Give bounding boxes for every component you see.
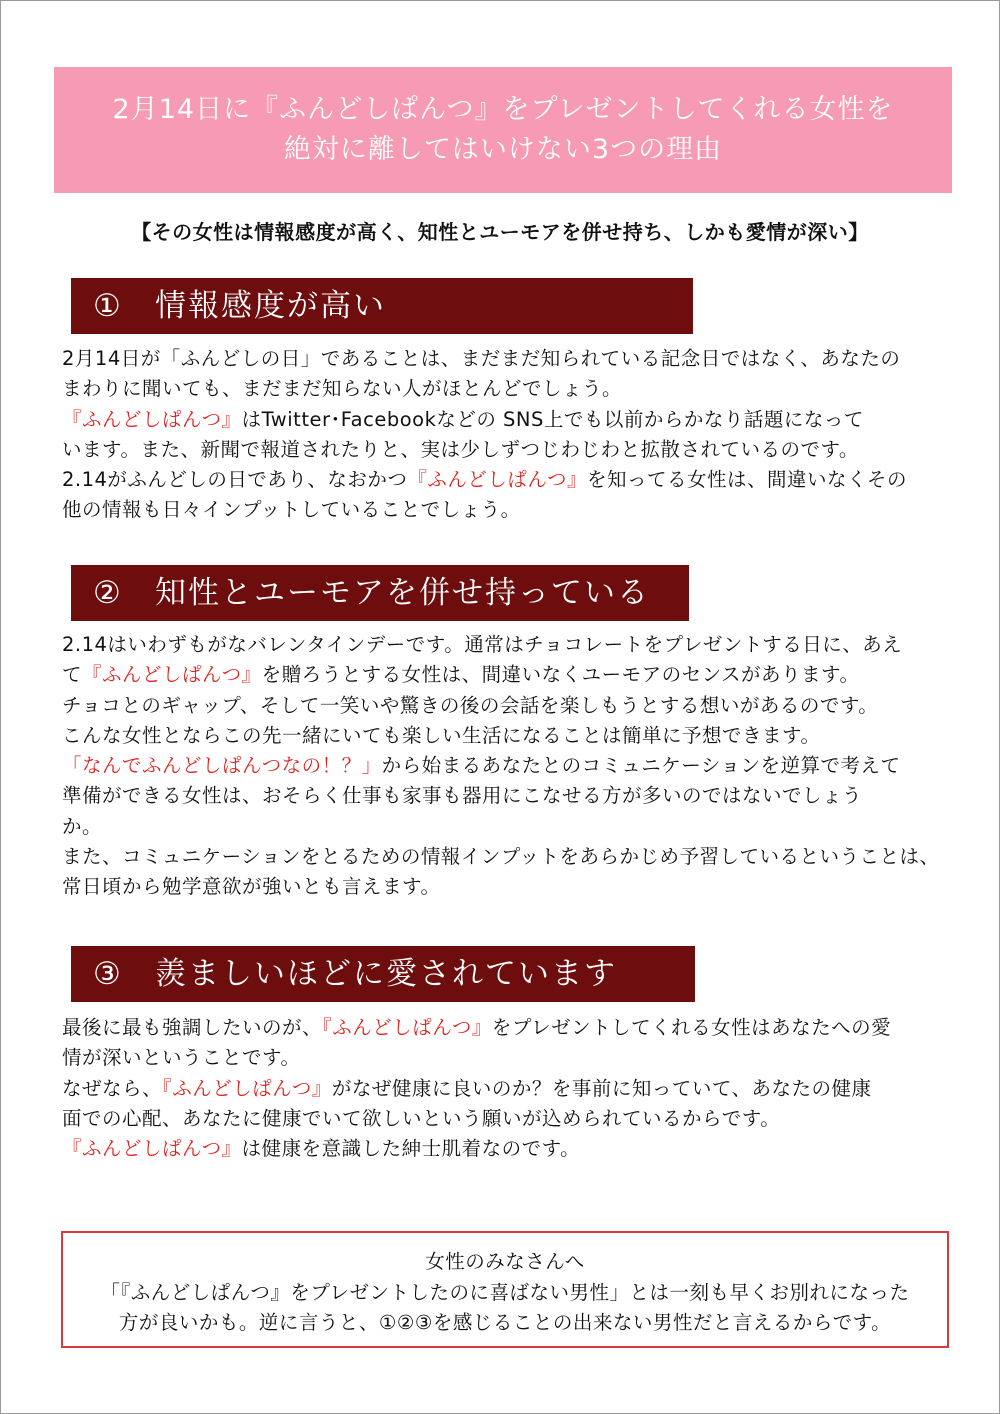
body-text: て <box>62 663 83 687</box>
paragraph-line <box>62 1013 952 1043</box>
highlight-text: 『ふんどしぱんつ』 <box>407 468 588 492</box>
body-text: います。また、新聞で報道されたりと、実は少しずつじわじわと拡散されているのです。 <box>62 437 859 461</box>
section-number-1: ① <box>93 288 123 324</box>
body-text: 面での心配、あなたに健康でいて欲しいという願いが込められているからです。 <box>62 1106 781 1130</box>
body-text: また、コミュニケーションをとるための情報インプットをあらかじめ予習しているということは、 <box>62 845 940 869</box>
body-text: から始まるあなたとのコミュニケーションを逆算で考えて <box>381 754 901 778</box>
body-text: をプレゼントしてくれる女性はあなたへの愛 <box>491 1016 892 1039</box>
section-title-2: 知性とユーモアを併せ持っている <box>155 575 650 611</box>
body-text: 2月14日が「ふんどしの日」であることは、まだまだ知られている記念日ではなく、あなたの <box>62 347 901 370</box>
body-text: 常日頃から勉学意欲が強いとも言えます。 <box>62 875 441 899</box>
body-text: チョコとのギャップ、そして一笑いや驚きの後の会話を楽しもうとする想いがあるのです。 <box>62 693 879 717</box>
body-text: 他の情報も日々インプットしていることでしょう。 <box>62 498 521 522</box>
body-text: か。 <box>62 814 103 838</box>
section-heading-2 <box>71 565 689 621</box>
closing-note-box <box>61 1231 949 1348</box>
title-line-1: 2月14日に『ふんどしぱんつ』をプレゼントしてくれる女性を <box>112 94 894 125</box>
section-heading-3 <box>71 946 695 1002</box>
paragraph-line <box>62 435 952 465</box>
paragraph-line <box>62 691 952 721</box>
highlight-text: 『ふんどしぱんつ』 <box>62 1137 242 1161</box>
paragraph-line <box>62 872 952 902</box>
paragraph-line <box>62 1043 952 1073</box>
section-body-1 <box>62 344 952 526</box>
body-text: 情が深いということです。 <box>62 1046 301 1070</box>
body-text: 最後に最も強調したいのが、 <box>62 1016 323 1039</box>
body-text: 準備ができる女性は、おそらく仕事も家事も器用にこなせる方が多いのではないでしょう <box>62 784 863 808</box>
paragraph-line <box>62 781 952 811</box>
paragraph-line <box>62 812 952 842</box>
body-text: は健康を意識した紳士肌着なのです。 <box>241 1137 581 1161</box>
highlight-text: 『ふんどしぱんつ』 <box>322 1016 492 1039</box>
title-banner <box>54 67 952 193</box>
title-line-2: 絶対に離してはいけない3つの理由 <box>283 134 723 165</box>
highlight-text: 『ふんどしぱんつ』 <box>62 407 242 431</box>
body-text: まわりに聞いても、まだまだ知らない人がほとんどでしょう。 <box>62 377 623 401</box>
paragraph-line <box>62 374 952 404</box>
highlight-text: 『ふんどしぱんつ』 <box>82 663 262 687</box>
closing-heading: 女性のみなさんへ <box>425 1250 585 1273</box>
paragraph-line <box>62 495 952 525</box>
paragraph-line <box>62 751 952 781</box>
paragraph-line <box>62 1104 952 1134</box>
body-text: なぜなら、 <box>62 1076 163 1100</box>
body-text: がなぜ健康に良いのか？を事前に知っていて、あなたの健康 <box>331 1076 872 1100</box>
section-title-3: 羨ましいほどに愛されています <box>155 956 617 992</box>
body-text: を贈ろうとする女性は、間違いなくユーモアのセンスがあります。 <box>261 663 860 687</box>
closing-line-2: 方が良いかも。逆に言うと、①②③を感じることの出来ない男性だと言えるからです。 <box>118 1311 892 1334</box>
paragraph-line <box>62 405 952 435</box>
highlight-text: 『ふんどしぱんつ』 <box>162 1076 332 1100</box>
body-text: はTwitter･Facebookなどの SNS上でも以前からかなり話題になって <box>241 407 864 431</box>
paragraph-line <box>62 1134 952 1164</box>
section-number-2: ② <box>93 575 123 611</box>
section-heading-1 <box>71 278 693 334</box>
section-body-3 <box>62 1013 952 1164</box>
paragraph-line <box>62 344 952 374</box>
body-text: こんな女性とならこの先一緒にいても楽しい生活になることは簡単に予想できます。 <box>62 723 821 747</box>
body-text: を知ってる女性は、間違いなくその <box>587 468 908 492</box>
paragraph-line <box>62 465 952 495</box>
paragraph-line <box>62 1074 952 1104</box>
closing-line-1: 「『ふんどしぱんつ』をプレゼントしたのに喜ばない男性」とは一刻も早くお別れになった <box>100 1280 910 1304</box>
paragraph-line <box>62 721 952 751</box>
body-text: 2.14がふんどしの日であり、なおかつ <box>62 468 408 492</box>
body-text: 2.14はいわずもがなバレンタインデーです。通常はチョコレートをプレゼントする日に、あえ <box>62 633 903 656</box>
subtitle: 【その女性は情報感度が高く、知性とユーモアを併せ持ち、しかも愛情が深い】 <box>131 220 869 244</box>
section-body-2 <box>62 630 952 903</box>
paragraph-line <box>62 630 952 660</box>
highlight-text: 「なんでふんどしぱんつなの！？」 <box>62 754 382 778</box>
paragraph-line <box>62 842 952 872</box>
section-number-3: ③ <box>93 956 123 992</box>
paragraph-line <box>62 660 952 690</box>
section-title-1: 情報感度が高い <box>155 288 386 324</box>
